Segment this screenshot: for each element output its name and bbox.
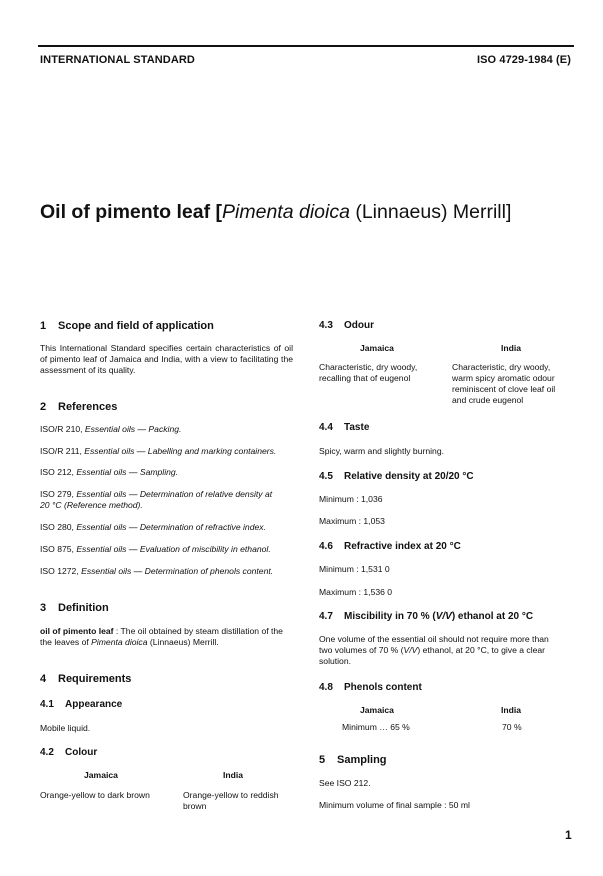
taste-text: Spicy, warm and slightly burning. bbox=[319, 446, 444, 456]
miscibility-text-continued: two volumes of 70 % (V/V) ethanol, at 20 °C, to give a clear bbox=[319, 645, 546, 655]
reference-item: ISO/R 210, Essential oils — Packing. bbox=[40, 424, 182, 434]
phenols-india: 70 % bbox=[502, 722, 522, 732]
reference-item-continued: 20 °C (Reference method). bbox=[40, 500, 143, 510]
reference-item: ISO/R 211, Essential oils — Labelling and marking containers. bbox=[40, 446, 277, 456]
odour-jamaica: Characteristic, dry woody, bbox=[319, 362, 418, 372]
odour-india-continued: reminiscent of clove leaf oil bbox=[452, 384, 556, 394]
phenols-jamaica: Minimum … 65 % bbox=[342, 722, 410, 732]
reference-item: ISO 875, Essential oils — Evaluation of miscibility in ethanol. bbox=[40, 544, 271, 554]
appearance-text: Mobile liquid. bbox=[40, 723, 91, 733]
standard-number: ISO 4729-1984 (E) bbox=[476, 54, 571, 66]
density-minimum: Minimum : 1,036 bbox=[319, 494, 383, 504]
colour-jamaica: Orange-yellow to dark brown bbox=[40, 790, 150, 800]
section-1-heading: 1 Scope and field of application bbox=[40, 320, 214, 332]
reference-item: ISO 212, Essential oils — Sampling. bbox=[40, 467, 179, 477]
section-2-heading: 2 References bbox=[40, 401, 118, 413]
section-4-8-heading: 4.8 Phenols content bbox=[319, 682, 422, 693]
colour-col-india: India bbox=[223, 770, 244, 780]
refractive-maximum: Maximum : 1,536 0 bbox=[319, 587, 393, 597]
document-title: Oil of pimento leaf [Pimenta dioica (Linnaeus) Merrill] bbox=[40, 201, 512, 223]
refractive-minimum: Minimum : 1,531 0 bbox=[319, 564, 390, 574]
miscibility-text-continued: solution. bbox=[319, 656, 352, 666]
section-4-2-heading: 4.2 Colour bbox=[40, 747, 98, 758]
section-4-4-heading: 4.4 Taste bbox=[319, 422, 370, 433]
odour-col-india: India bbox=[501, 343, 522, 353]
reference-item: ISO 1272, Essential oils — Determination of phenols content. bbox=[40, 566, 274, 576]
section-4-5-heading: 4.5 Relative density at 20/20 °C bbox=[319, 471, 474, 482]
miscibility-text: One volume of the essential oil should not require more than bbox=[319, 634, 549, 644]
reference-item: ISO 280, Essential oils — Determination of refractive index. bbox=[40, 522, 266, 532]
odour-india-continued: warm spicy aromatic odour bbox=[452, 373, 555, 383]
colour-col-jamaica: Jamaica bbox=[84, 770, 118, 780]
section-4-3-heading: 4.3 Odour bbox=[319, 320, 374, 331]
colour-india: Orange-yellow to reddish bbox=[183, 790, 279, 800]
section-4-7-heading: 4.7 Miscibility in 70 % (V/V) ethanol at 20 °C bbox=[319, 611, 534, 622]
section-1-text: This International Standard specifies certain characteristics of oil of pimento leaf of Jamaica and India, with a view to facilitating the assessment of its quality. bbox=[40, 343, 293, 376]
reference-item: ISO 279, Essential oils — Determination of relative density at bbox=[40, 489, 273, 499]
section-4-heading: 4 Requirements bbox=[40, 673, 132, 685]
sampling-volume: Minimum volume of final sample : 50 ml bbox=[319, 800, 470, 810]
section-4-6-heading: 4.6 Refractive index at 20 °C bbox=[319, 541, 461, 552]
section-4-1-heading: 4.1 Appearance bbox=[40, 699, 123, 710]
phenols-col-india: India bbox=[501, 705, 522, 715]
odour-india: Characteristic, dry woody, bbox=[452, 362, 551, 372]
standard-type: INTERNATIONAL STANDARD bbox=[40, 54, 195, 66]
section-3-heading: 3 Definition bbox=[40, 602, 109, 614]
page-number: 1 bbox=[565, 828, 572, 842]
header-rule bbox=[38, 45, 574, 47]
density-maximum: Maximum : 1,053 bbox=[319, 516, 385, 526]
odour-jamaica-continued: recalling that of eugenol bbox=[319, 373, 411, 383]
phenols-col-jamaica: Jamaica bbox=[360, 705, 394, 715]
odour-india-continued: and crude eugenol bbox=[452, 395, 524, 405]
odour-col-jamaica: Jamaica bbox=[360, 343, 394, 353]
section-5-heading: 5 Sampling bbox=[319, 754, 387, 766]
sampling-text: See ISO 212. bbox=[319, 778, 371, 788]
definition-text-continued: the leaves of Pimenta dioica (Linnaeus) Merrill. bbox=[40, 637, 219, 647]
colour-india-continued: brown bbox=[183, 801, 207, 811]
definition-text: oil of pimento leaf : The oil obtained by steam distillation of the bbox=[40, 626, 283, 636]
